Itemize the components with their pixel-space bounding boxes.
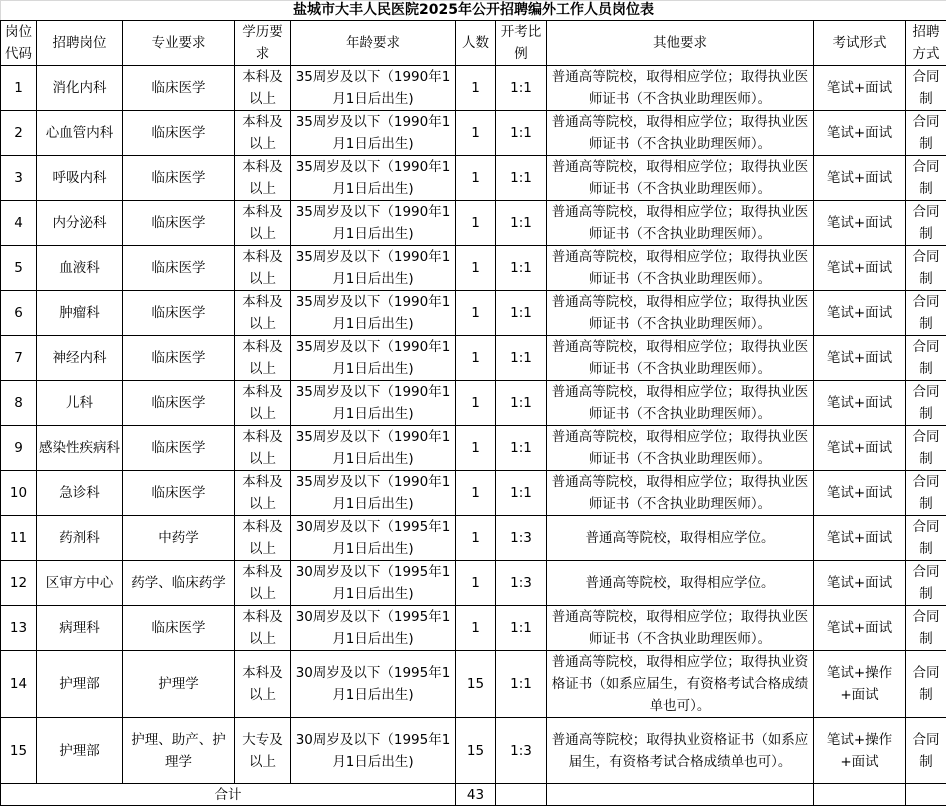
header-position: 招聘岗位 — [37, 21, 123, 66]
cell-method: 合同制 — [906, 381, 946, 426]
cell-education: 本科及以上 — [235, 381, 291, 426]
cell-code: 4 — [1, 201, 37, 246]
table-title: 盐城市大丰人民医院2025年公开招聘编外工作人员岗位表 — [1, 1, 946, 21]
table-row — [1, 651, 946, 718]
total-empty-other — [547, 784, 814, 806]
cell-ratio: 1:1 — [496, 651, 547, 718]
cell-code: 3 — [1, 156, 37, 201]
cell-age: 30周岁及以下（1995年1月1日后出生) — [291, 606, 456, 651]
cell-count: 1 — [456, 516, 496, 561]
cell-code: 15 — [1, 718, 37, 784]
cell-count: 1 — [456, 66, 496, 111]
cell-code: 9 — [1, 426, 37, 471]
cell-age: 35周岁及以下（1990年1月1日后出生) — [291, 336, 456, 381]
cell-code: 1 — [1, 66, 37, 111]
cell-position: 消化内科 — [37, 66, 123, 111]
cell-exam: 笔试+面试 — [814, 471, 906, 516]
cell-exam: 笔试+面试 — [814, 381, 906, 426]
cell-age: 30周岁及以下（1995年1月1日后出生) — [291, 651, 456, 718]
cell-education: 本科及以上 — [235, 336, 291, 381]
cell-major: 护理学 — [123, 651, 235, 718]
table-row — [1, 516, 946, 561]
cell-position: 感染性疾病科 — [37, 426, 123, 471]
cell-method: 合同制 — [906, 718, 946, 784]
cell-ratio: 1:1 — [496, 201, 547, 246]
cell-education: 本科及以上 — [235, 291, 291, 336]
cell-education: 本科及以上 — [235, 561, 291, 606]
cell-other: 普通高等院校，取得相应学位；取得执业医师证书（不含执业助理医师）。 — [547, 471, 814, 516]
header-exam: 考试形式 — [814, 21, 906, 66]
cell-exam: 笔试+操作+面试 — [814, 651, 906, 718]
cell-ratio: 1:1 — [496, 606, 547, 651]
cell-method: 合同制 — [906, 201, 946, 246]
cell-major: 临床医学 — [123, 66, 235, 111]
cell-exam: 笔试+面试 — [814, 111, 906, 156]
cell-position: 血液科 — [37, 246, 123, 291]
header-method: 招聘方式 — [906, 21, 946, 66]
header-row — [1, 21, 946, 66]
cell-count: 1 — [456, 111, 496, 156]
cell-major: 临床医学 — [123, 426, 235, 471]
table-row — [1, 66, 946, 111]
table-row — [1, 426, 946, 471]
cell-exam: 笔试+面试 — [814, 516, 906, 561]
total-label: 合计 — [1, 784, 456, 806]
cell-method: 合同制 — [906, 516, 946, 561]
cell-code: 8 — [1, 381, 37, 426]
cell-major: 临床医学 — [123, 201, 235, 246]
table-row — [1, 606, 946, 651]
header-major: 专业要求 — [123, 21, 235, 66]
cell-code: 6 — [1, 291, 37, 336]
table-row — [1, 201, 946, 246]
cell-education: 大专及以上 — [235, 718, 291, 784]
header-other: 其他要求 — [547, 21, 814, 66]
cell-method: 合同制 — [906, 561, 946, 606]
header-education: 学历要求 — [235, 21, 291, 66]
cell-method: 合同制 — [906, 471, 946, 516]
cell-education: 本科及以上 — [235, 426, 291, 471]
cell-count: 1 — [456, 156, 496, 201]
cell-other: 普通高等院校，取得相应学位；取得执业医师证书（不含执业助理医师）。 — [547, 111, 814, 156]
cell-position: 儿科 — [37, 381, 123, 426]
header-age: 年龄要求 — [291, 21, 456, 66]
cell-code: 12 — [1, 561, 37, 606]
cell-other: 普通高等院校，取得相应学位；取得执业医师证书（不含执业助理医师）。 — [547, 381, 814, 426]
total-row — [1, 784, 946, 806]
cell-other: 普通高等院校；取得执业资格证书（如系应届生，有资格考试合格成绩单也可）。 — [547, 718, 814, 784]
table-row — [1, 111, 946, 156]
cell-position: 神经内科 — [37, 336, 123, 381]
cell-age: 30周岁及以下（1995年1月1日后出生) — [291, 718, 456, 784]
table-row — [1, 718, 946, 784]
total-empty-ratio — [496, 784, 547, 806]
table-row — [1, 561, 946, 606]
cell-major: 临床医学 — [123, 606, 235, 651]
cell-exam: 笔试+面试 — [814, 291, 906, 336]
table-row — [1, 156, 946, 201]
cell-exam: 笔试+面试 — [814, 246, 906, 291]
cell-major: 临床医学 — [123, 156, 235, 201]
cell-code: 13 — [1, 606, 37, 651]
total-empty-exam — [814, 784, 906, 806]
cell-method: 合同制 — [906, 66, 946, 111]
cell-ratio: 1:3 — [496, 516, 547, 561]
cell-ratio: 1:1 — [496, 246, 547, 291]
cell-major: 药学、临床药学 — [123, 561, 235, 606]
cell-method: 合同制 — [906, 426, 946, 471]
cell-count: 1 — [456, 561, 496, 606]
cell-age: 35周岁及以下（1990年1月1日后出生) — [291, 156, 456, 201]
cell-major: 临床医学 — [123, 246, 235, 291]
cell-age: 30周岁及以下（1995年1月1日后出生) — [291, 561, 456, 606]
header-code: 岗位代码 — [1, 21, 37, 66]
cell-other: 普通高等院校，取得相应学位；取得执业医师证书（不含执业助理医师）。 — [547, 606, 814, 651]
cell-position: 药剂科 — [37, 516, 123, 561]
cell-ratio: 1:1 — [496, 66, 547, 111]
cell-position: 护理部 — [37, 651, 123, 718]
cell-age: 35周岁及以下（1990年1月1日后出生) — [291, 111, 456, 156]
total-empty-method — [906, 784, 946, 806]
cell-age: 35周岁及以下（1990年1月1日后出生) — [291, 291, 456, 336]
cell-age: 35周岁及以下（1990年1月1日后出生) — [291, 201, 456, 246]
table-row — [1, 336, 946, 381]
cell-major: 护理、助产、护理学 — [123, 718, 235, 784]
cell-other: 普通高等院校，取得相应学位；取得执业医师证书（不含执业助理医师）。 — [547, 156, 814, 201]
cell-education: 本科及以上 — [235, 66, 291, 111]
cell-exam: 笔试+面试 — [814, 606, 906, 651]
cell-education: 本科及以上 — [235, 516, 291, 561]
cell-method: 合同制 — [906, 156, 946, 201]
cell-major: 临床医学 — [123, 336, 235, 381]
cell-exam: 笔试+面试 — [814, 426, 906, 471]
cell-method: 合同制 — [906, 246, 946, 291]
header-ratio: 开考比例 — [496, 21, 547, 66]
cell-position: 呼吸内科 — [37, 156, 123, 201]
cell-count: 1 — [456, 426, 496, 471]
cell-other: 普通高等院校，取得相应学位；取得执业医师证书（不含执业助理医师）。 — [547, 426, 814, 471]
cell-ratio: 1:3 — [496, 718, 547, 784]
cell-count: 15 — [456, 651, 496, 718]
cell-ratio: 1:1 — [496, 471, 547, 516]
cell-position: 护理部 — [37, 718, 123, 784]
cell-exam: 笔试+面试 — [814, 66, 906, 111]
cell-exam: 笔试+面试 — [814, 201, 906, 246]
cell-age: 30周岁及以下（1995年1月1日后出生) — [291, 516, 456, 561]
cell-education: 本科及以上 — [235, 201, 291, 246]
cell-count: 1 — [456, 471, 496, 516]
cell-exam: 笔试+面试 — [814, 561, 906, 606]
cell-major: 临床医学 — [123, 471, 235, 516]
cell-age: 35周岁及以下（1990年1月1日后出生) — [291, 246, 456, 291]
cell-other: 普通高等院校，取得相应学位。 — [547, 561, 814, 606]
table-row — [1, 291, 946, 336]
cell-count: 1 — [456, 606, 496, 651]
cell-count: 1 — [456, 246, 496, 291]
cell-method: 合同制 — [906, 336, 946, 381]
cell-exam: 笔试+面试 — [814, 336, 906, 381]
cell-code: 11 — [1, 516, 37, 561]
cell-ratio: 1:1 — [496, 426, 547, 471]
cell-education: 本科及以上 — [235, 156, 291, 201]
cell-ratio: 1:1 — [496, 381, 547, 426]
cell-method: 合同制 — [906, 111, 946, 156]
cell-other: 普通高等院校，取得相应学位。 — [547, 516, 814, 561]
cell-position: 肿瘤科 — [37, 291, 123, 336]
table-row — [1, 471, 946, 516]
cell-count: 1 — [456, 336, 496, 381]
cell-major: 临床医学 — [123, 291, 235, 336]
table-row — [1, 381, 946, 426]
cell-code: 10 — [1, 471, 37, 516]
cell-code: 5 — [1, 246, 37, 291]
cell-count: 1 — [456, 201, 496, 246]
title-row — [1, 1, 946, 21]
cell-education: 本科及以上 — [235, 651, 291, 718]
cell-position: 区审方中心 — [37, 561, 123, 606]
cell-other: 普通高等院校，取得相应学位；取得执业医师证书（不含执业助理医师）。 — [547, 246, 814, 291]
cell-education: 本科及以上 — [235, 606, 291, 651]
cell-education: 本科及以上 — [235, 246, 291, 291]
cell-age: 35周岁及以下（1990年1月1日后出生) — [291, 471, 456, 516]
cell-count: 1 — [456, 381, 496, 426]
cell-ratio: 1:1 — [496, 156, 547, 201]
cell-ratio: 1:1 — [496, 336, 547, 381]
cell-count: 1 — [456, 291, 496, 336]
total-count: 43 — [456, 784, 496, 806]
cell-other: 普通高等院校，取得相应学位；取得执业医师证书（不含执业助理医师）。 — [547, 66, 814, 111]
cell-code: 7 — [1, 336, 37, 381]
cell-position: 病理科 — [37, 606, 123, 651]
cell-age: 35周岁及以下（1990年1月1日后出生) — [291, 66, 456, 111]
cell-major: 临床医学 — [123, 111, 235, 156]
cell-age: 35周岁及以下（1990年1月1日后出生) — [291, 426, 456, 471]
cell-age: 35周岁及以下（1990年1月1日后出生) — [291, 381, 456, 426]
cell-ratio: 1:1 — [496, 291, 547, 336]
cell-other: 普通高等院校，取得相应学位；取得执业资格证书（如系应届生，有资格考试合格成绩单也可）。 — [547, 651, 814, 718]
cell-ratio: 1:1 — [496, 111, 547, 156]
cell-count: 15 — [456, 718, 496, 784]
cell-major: 中药学 — [123, 516, 235, 561]
cell-exam: 笔试+面试 — [814, 156, 906, 201]
cell-exam: 笔试+操作+面试 — [814, 718, 906, 784]
cell-code: 2 — [1, 111, 37, 156]
cell-education: 本科及以上 — [235, 471, 291, 516]
cell-other: 普通高等院校，取得相应学位；取得执业医师证书（不含执业助理医师）。 — [547, 336, 814, 381]
cell-major: 临床医学 — [123, 381, 235, 426]
cell-education: 本科及以上 — [235, 111, 291, 156]
cell-method: 合同制 — [906, 291, 946, 336]
header-count: 人数 — [456, 21, 496, 66]
cell-code: 14 — [1, 651, 37, 718]
cell-position: 内分泌科 — [37, 201, 123, 246]
cell-ratio: 1:3 — [496, 561, 547, 606]
cell-other: 普通高等院校，取得相应学位；取得执业医师证书（不含执业助理医师）。 — [547, 201, 814, 246]
cell-other: 普通高等院校，取得相应学位；取得执业医师证书（不含执业助理医师）。 — [547, 291, 814, 336]
table-row — [1, 246, 946, 291]
cell-position: 心血管内科 — [37, 111, 123, 156]
cell-position: 急诊科 — [37, 471, 123, 516]
cell-method: 合同制 — [906, 651, 946, 718]
cell-method: 合同制 — [906, 606, 946, 651]
